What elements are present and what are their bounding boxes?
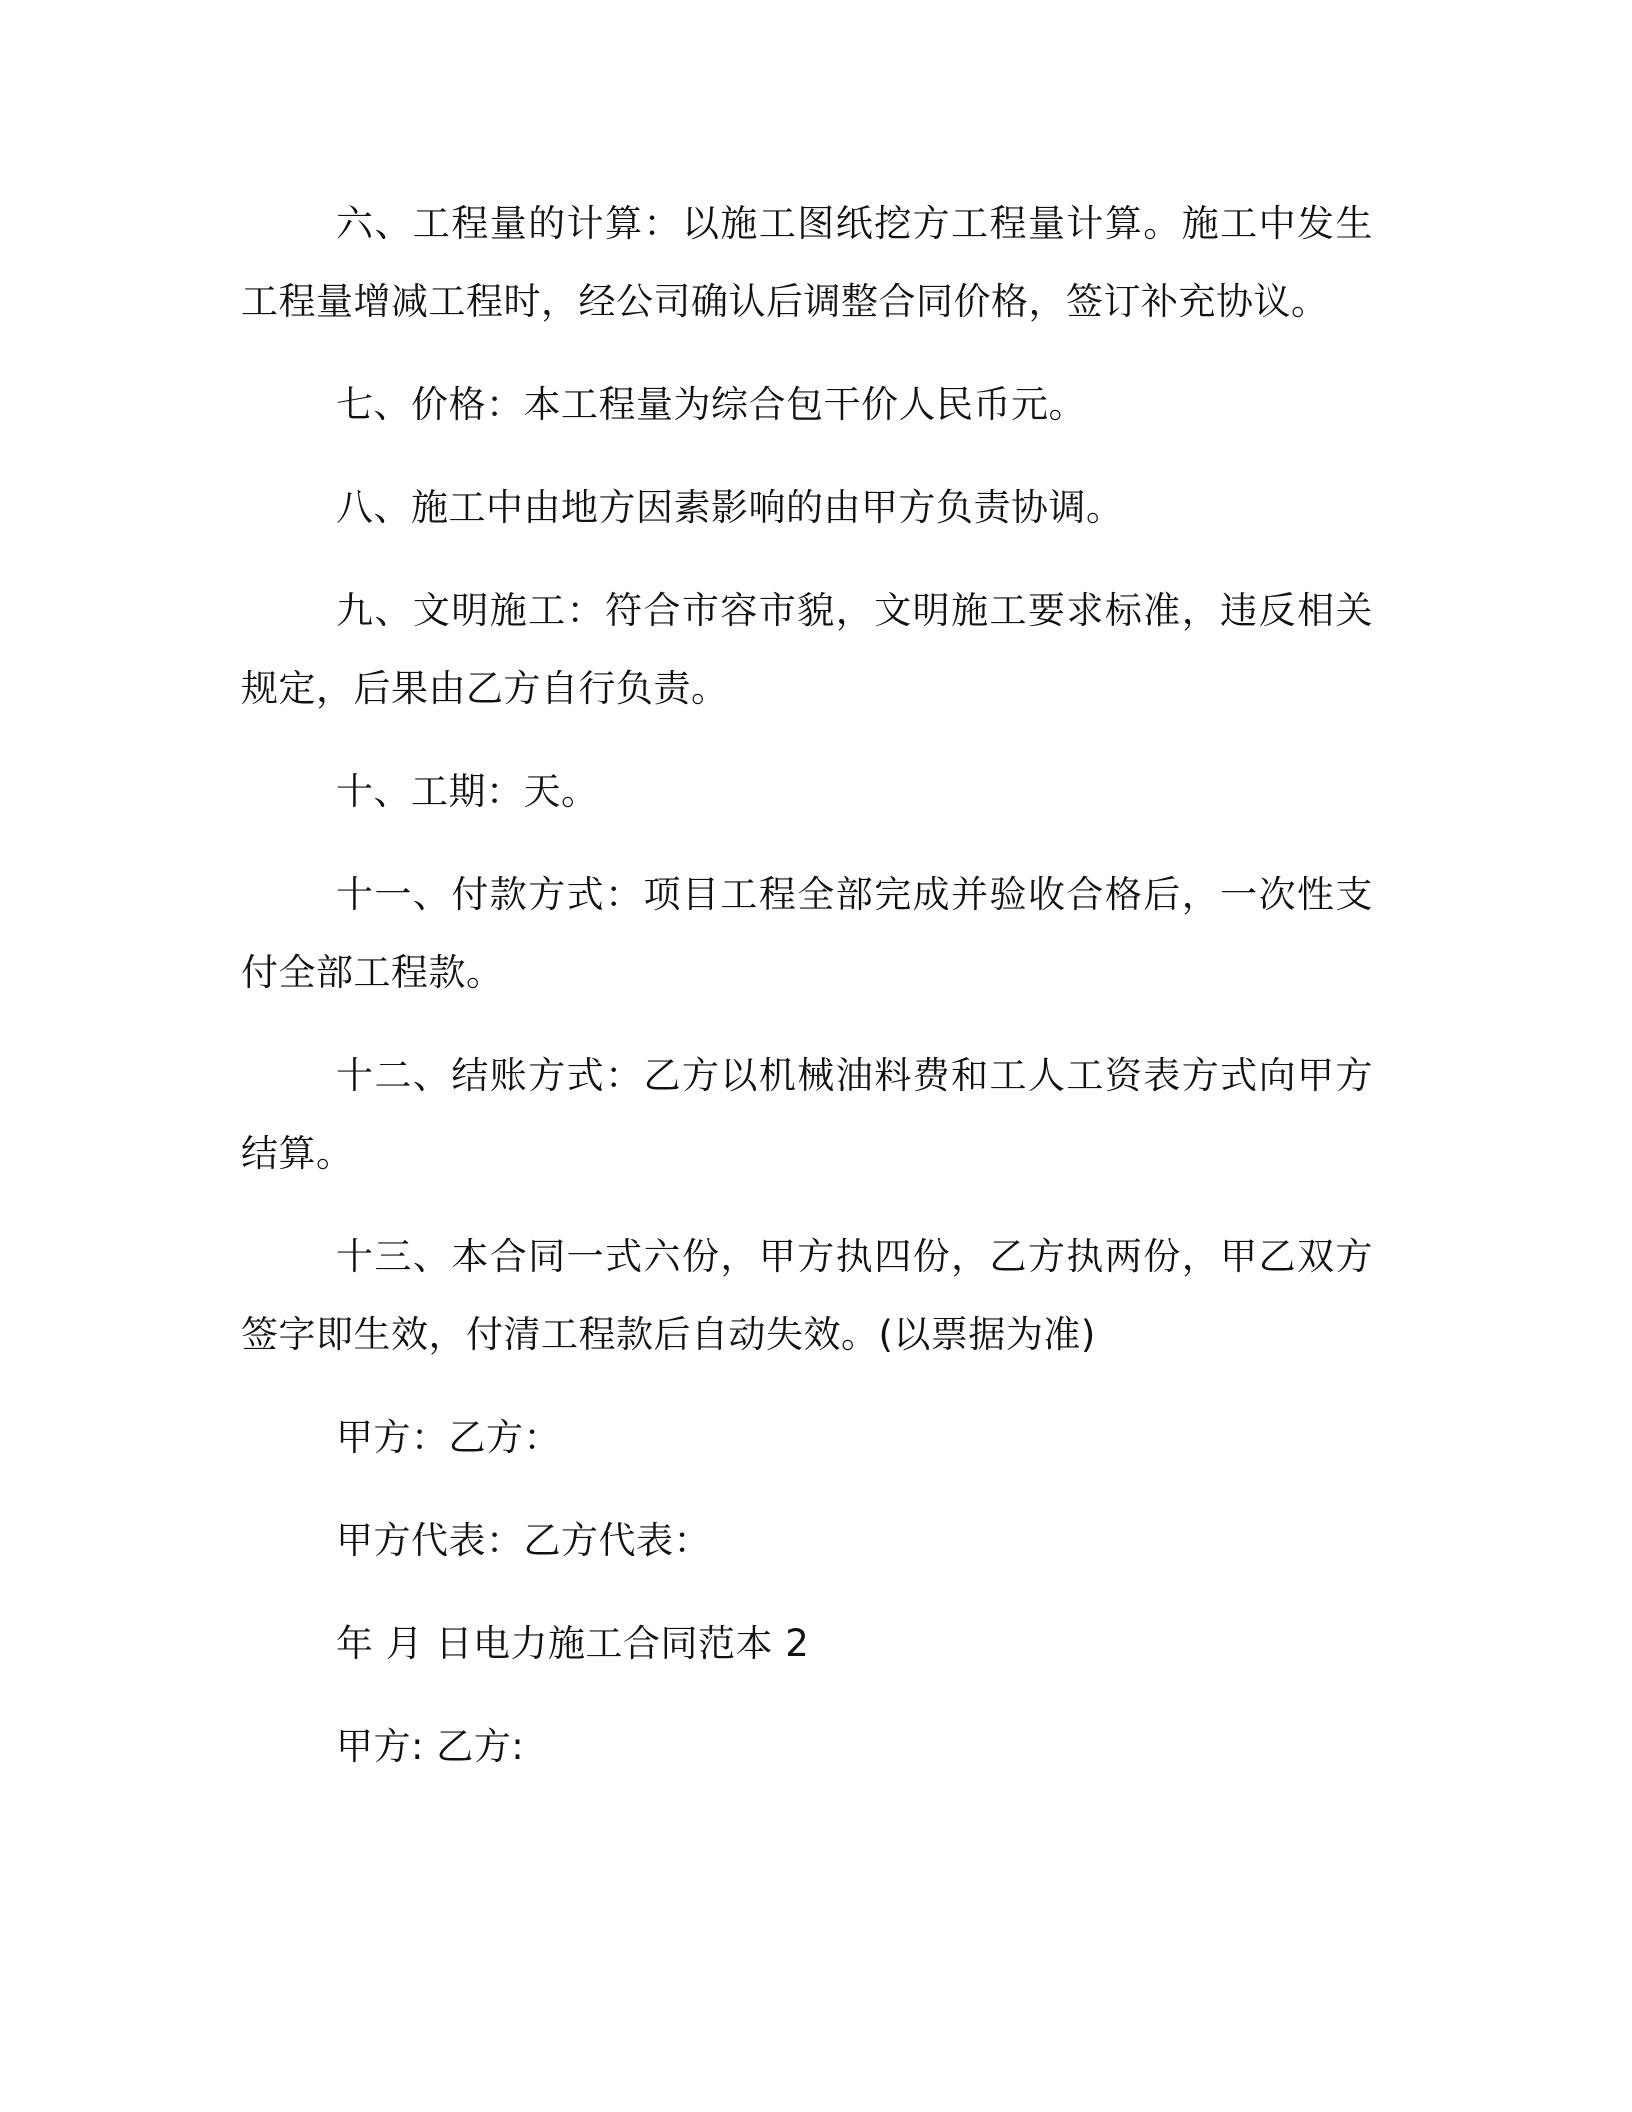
party-signature-line: 甲方：乙方：: [336, 1416, 561, 1459]
representative-signature-line: 甲方代表：乙方代表：: [336, 1519, 711, 1562]
clause-12-settlement-method: 十二、结账方式：乙方以机械油料费和工人工资表方式向甲方结算。: [241, 1054, 1373, 1175]
clause-11-payment-method: 十一、付款方式：项目工程全部完成并验收合格后，一次性支付全部工程款。: [241, 873, 1373, 994]
clause-8-local-factors: 八、施工中由地方因素影响的由甲方负责协调。: [336, 486, 1124, 529]
document-body: [241, 185, 1373, 1811]
clause-10-construction-period: 十、工期：天。: [336, 770, 599, 813]
clause-9-civilized-construction: 九、文明施工：符合市容市貌，文明施工要求标准，违反相关规定，后果由乙方自行负责。: [241, 589, 1373, 710]
clause-7-price: 七、价格：本工程量为综合包干价人民币元。: [336, 383, 1086, 426]
clause-6-engineering-quantity: 六、工程量的计算：以施工图纸挖方工程量计算。施工中发生工程量增减工程时，经公司确认后调整合同价格，签订补充协议。: [241, 202, 1373, 323]
date-and-next-contract-title: 年 月 日电力施工合同范本 2: [336, 1622, 810, 1665]
clause-13-copies-and-validity: 十三、本合同一式六份，甲方执四份，乙方执两份，甲乙双方签字即生效，付清工程款后自动失效。(以票据为准): [241, 1235, 1373, 1356]
next-contract-party-line: 甲方: 乙方:: [336, 1725, 525, 1768]
